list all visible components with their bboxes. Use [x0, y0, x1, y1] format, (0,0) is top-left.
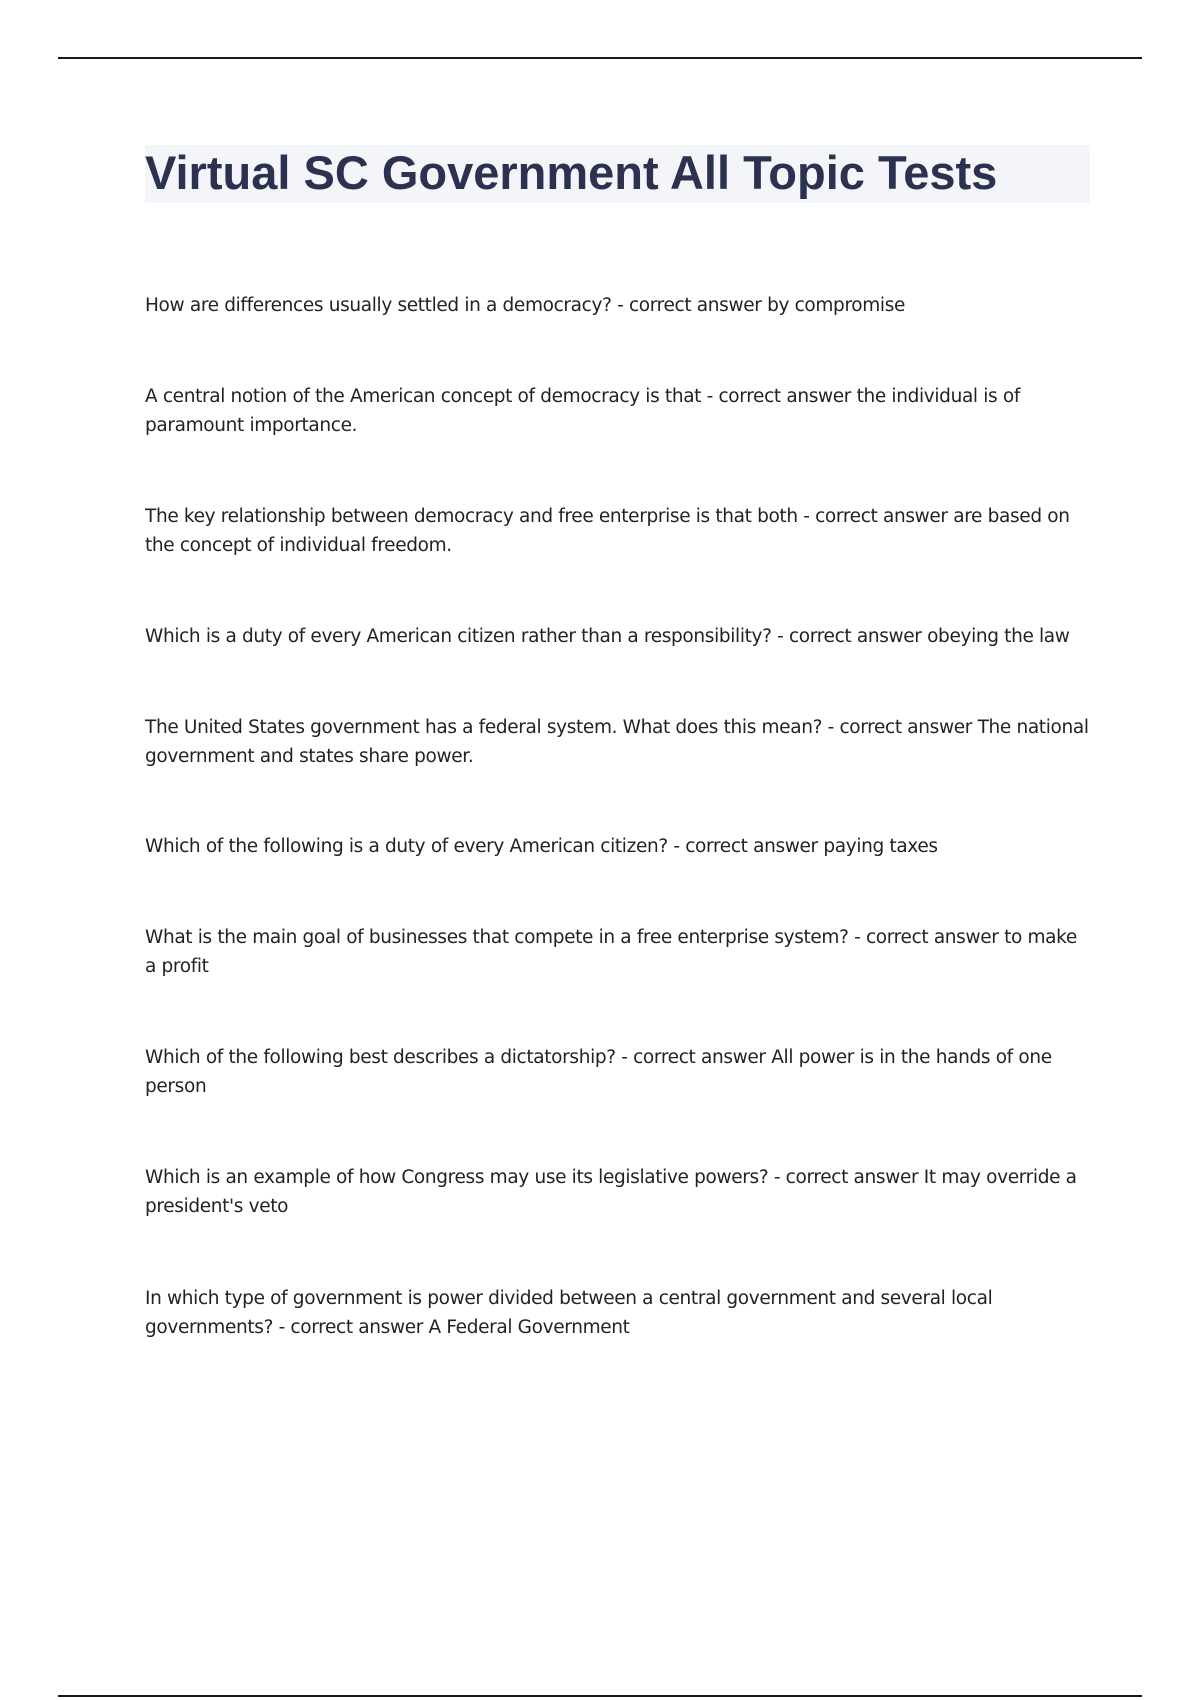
- answer-text: the individual is of paramount importance.: [145, 386, 1020, 436]
- answer-separator: - correct answer: [667, 836, 824, 857]
- qa-item: [145, 1284, 1090, 1342]
- answer-text: A Federal Government: [428, 1317, 630, 1338]
- answer-separator: - correct answer: [771, 626, 928, 647]
- top-rule: [58, 57, 1142, 59]
- question-text: The key relationship between democracy and free enterprise is that both: [145, 506, 798, 527]
- answer-text: All power is in the hands of one person: [145, 1047, 1052, 1097]
- answer-separator: - correct answer: [768, 1167, 924, 1188]
- bottom-rule: [58, 1695, 1142, 1697]
- question-text: The United States government has a federal system. What does this mean?: [145, 717, 823, 738]
- answer-separator: - correct answer: [611, 295, 768, 316]
- answer-separator: - correct answer: [615, 1047, 772, 1068]
- question-text: How are differences usually settled in a democracy?: [145, 295, 612, 316]
- answer-separator: - correct answer: [822, 717, 978, 738]
- question-text: Which is an example of how Congress may use its legislative powers?: [145, 1167, 769, 1188]
- qa-item: [145, 382, 1090, 440]
- answer-separator: - correct answer: [797, 506, 954, 527]
- qa-item: [145, 832, 1090, 861]
- question-text: Which is a duty of every American citizen rather than a responsibility?: [145, 626, 772, 647]
- qa-item: [145, 291, 1090, 320]
- answer-text: by compromise: [767, 295, 906, 316]
- answer-text: to make a profit: [145, 927, 1077, 977]
- answer-separator: - correct answer: [848, 927, 1005, 948]
- page-title: Virtual SC Government All Topic Tests: [145, 146, 998, 199]
- answer-text: It may override a president's veto: [145, 1167, 1077, 1217]
- qa-item: [145, 923, 1090, 981]
- qa-item: [145, 1043, 1090, 1101]
- question-text: Which of the following best describes a dictatorship?: [145, 1047, 616, 1068]
- qa-item: [145, 502, 1090, 560]
- answer-separator: - correct answer: [273, 1317, 429, 1338]
- question-text: Which of the following is a duty of every American citizen?: [145, 836, 668, 857]
- question-text: A central notion of the American concept of democracy is that: [145, 386, 702, 407]
- question-text: What is the main goal of businesses that compete in a free enterprise system?: [145, 927, 849, 948]
- answer-text: obeying the law: [927, 626, 1070, 647]
- answer-separator: - correct answer: [701, 386, 857, 407]
- qa-item: [145, 1163, 1090, 1221]
- qa-item: [145, 622, 1090, 651]
- answer-text: The national government and states share power.: [145, 717, 1089, 767]
- question-text: In which type of government is power divided between a central government and several local governments?: [145, 1288, 993, 1338]
- answer-text: paying taxes: [823, 836, 938, 857]
- answer-text: are based on the concept of individual freedom.: [145, 506, 1070, 556]
- qa-item: [145, 713, 1090, 771]
